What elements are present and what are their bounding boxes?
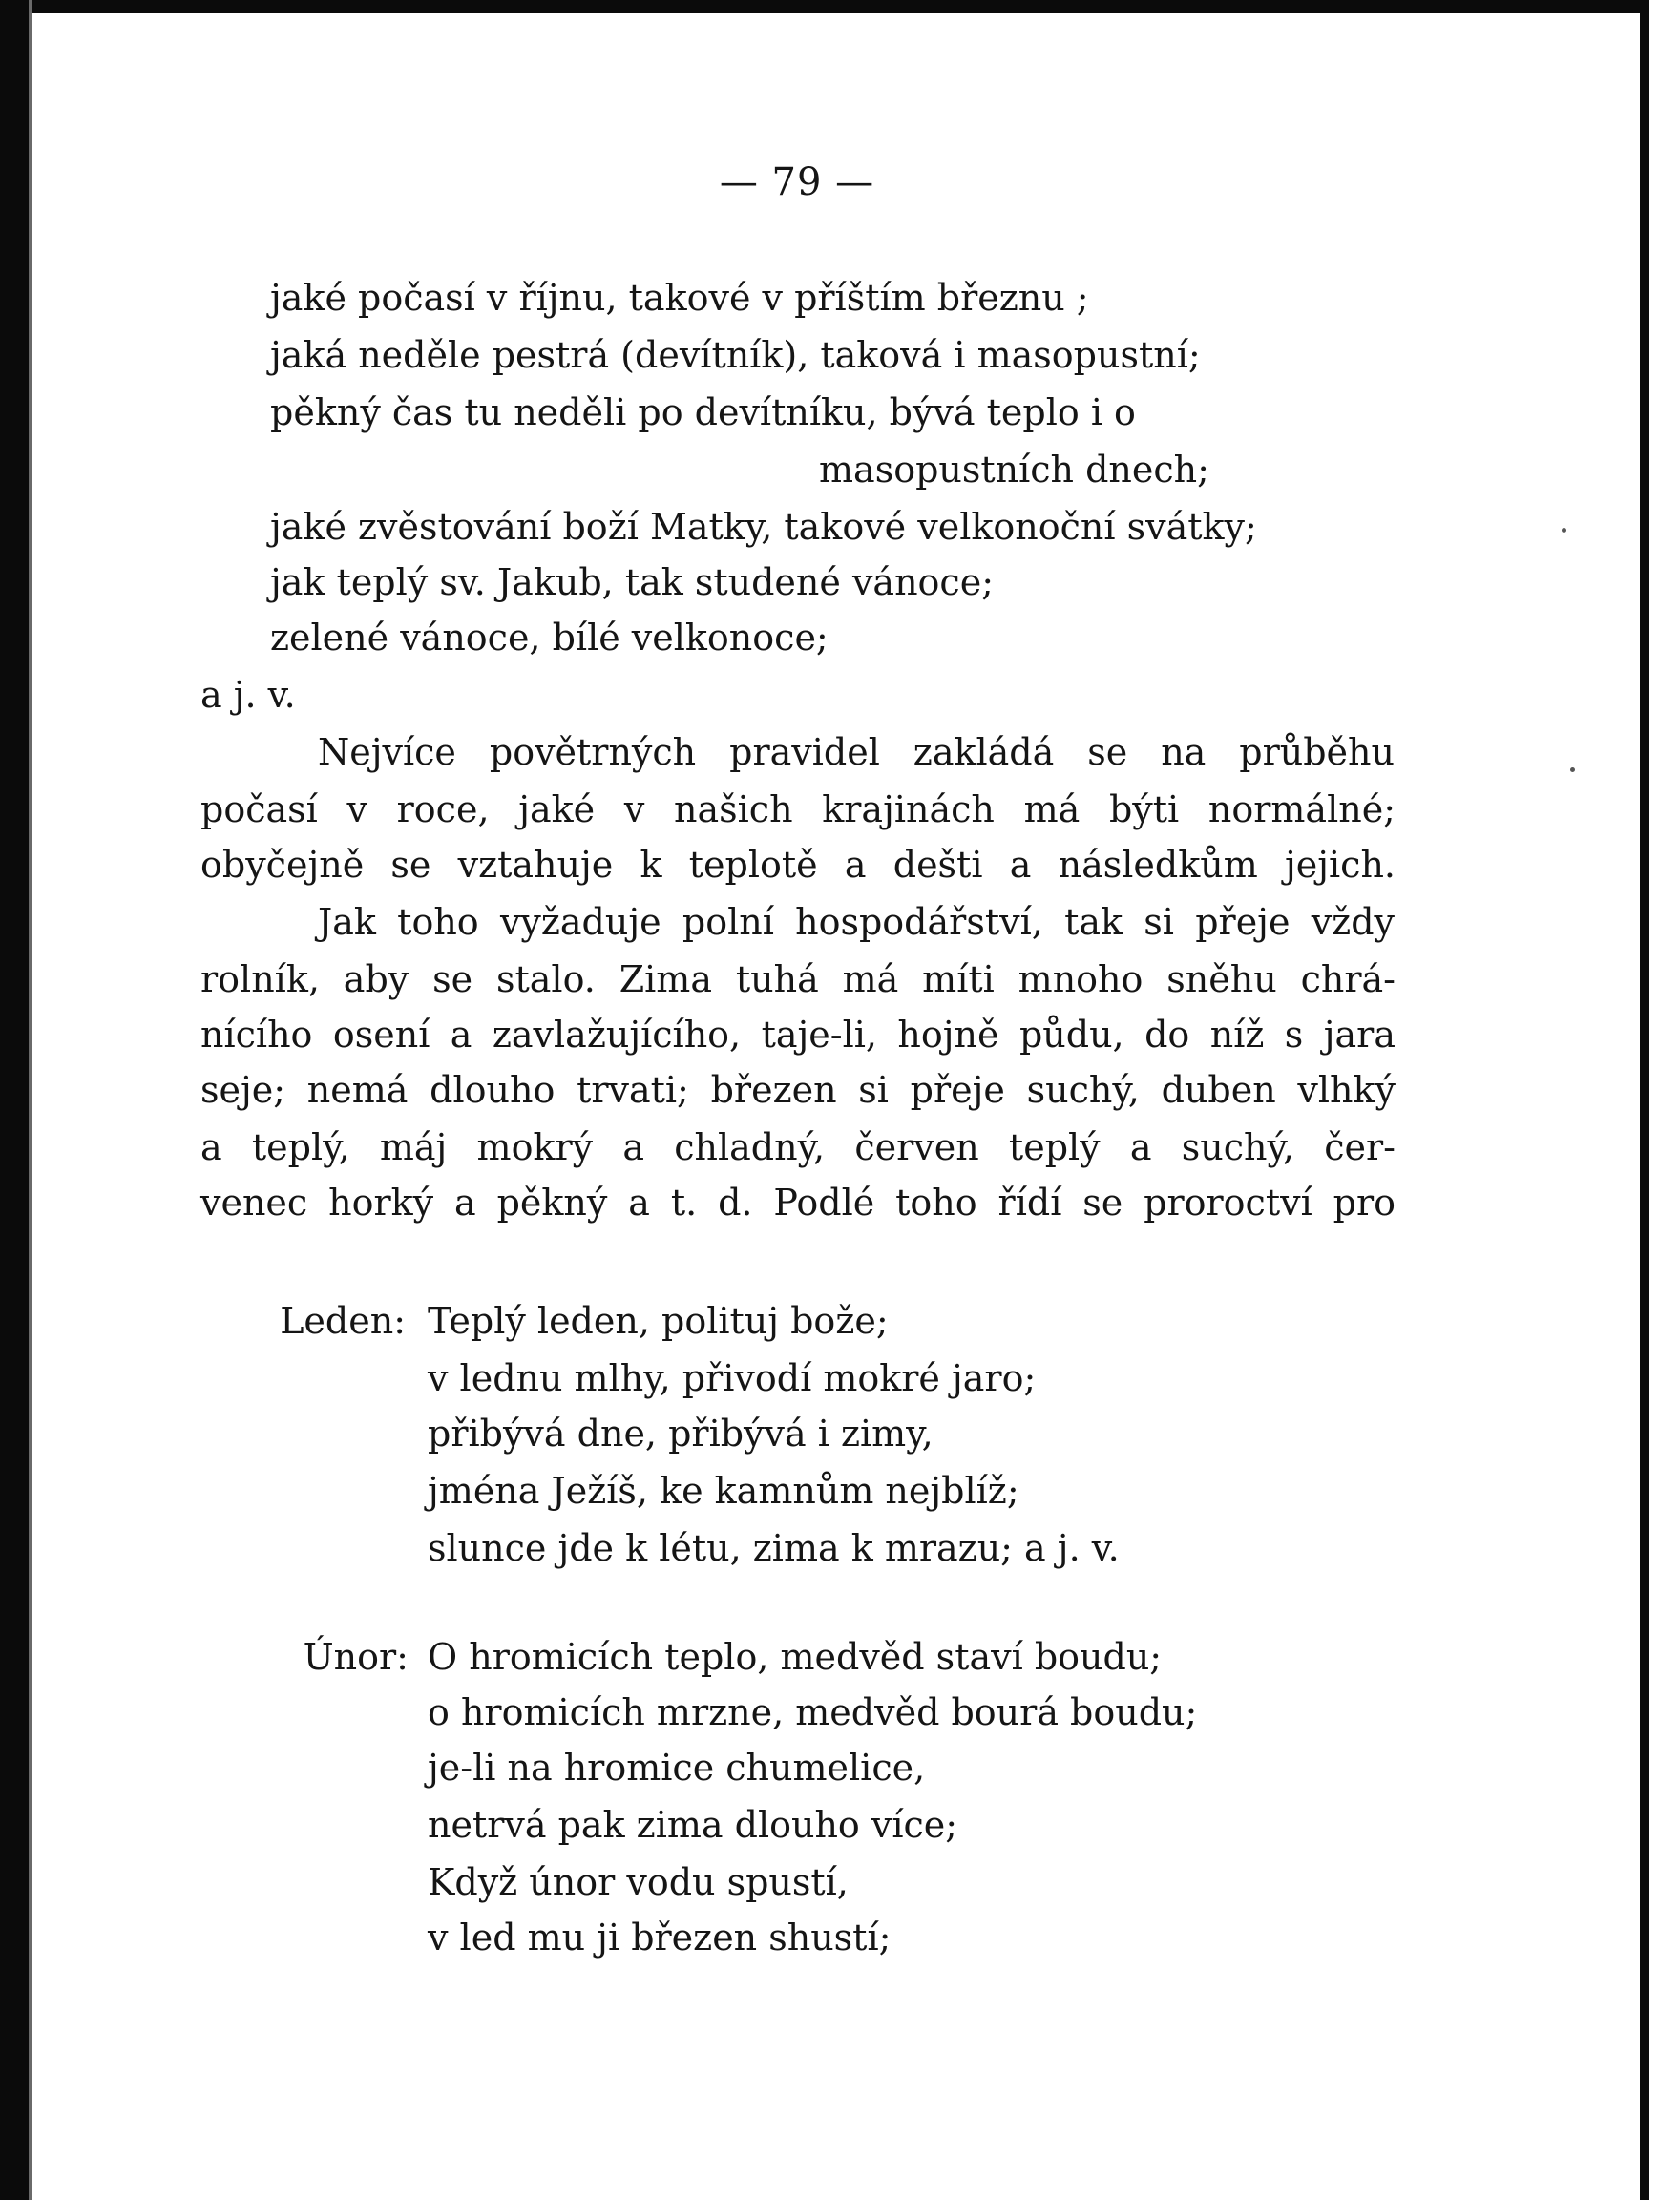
paragraph-line: venec horký a pěkný a t. d. Podlé toho řídí se proroctví pro (200, 1182, 1396, 1224)
verse-line: jaké zvěstování boží Matky, takové velkonoční svátky; (270, 506, 1257, 548)
verse-line: jaké počasí v říjnu, takové v příštím březnu ; (270, 277, 1089, 319)
paragraph-line: a teplý, máj mokrý a chladný, červen teplý a suchý, čer- (200, 1126, 1396, 1168)
month-verse-line: přibývá dne, přibývá i zimy, (428, 1413, 934, 1455)
paragraph-line: Nejvíce povětrných pravidel zakládá se na průběhu (318, 731, 1395, 773)
verse-line: pěkný čas tu neděli po devítníku, bývá teplo i o (270, 391, 1136, 433)
paragraph-line: počasí v roce, jaké v našich krajinách má býti normálné; (200, 788, 1396, 830)
paragraph-line: seje; nemá dlouho trvati; březen si přeje suchý, duben vlhký (200, 1069, 1396, 1111)
month-verse-line: je-li na hromice chumelice, (428, 1747, 926, 1789)
paragraph-line: Jak toho vyžaduje polní hospodářství, tak si přeje vždy (318, 901, 1395, 943)
paragraph-line: rolník, aby se stalo. Zima tuhá má míti mnoho sněhu chrá- (200, 958, 1396, 1000)
month-label: Únor: (303, 1636, 409, 1678)
month-verse-line: jména Ježíš, ke kamnům nejblíž; (428, 1470, 1019, 1512)
month-verse-line: netrvá pak zima dlouho více; (428, 1804, 958, 1846)
month-verse-line: O hromicích teplo, medvěd staví boudu; (428, 1636, 1163, 1678)
month-verse-line: o hromicích mrzne, medvěd bourá boudu; (428, 1691, 1198, 1733)
verse-line-continuation: masopustních dnech; (819, 449, 1209, 491)
month-verse-line: v lednu mlhy, přivodí mokré jaro; (428, 1357, 1037, 1399)
month-verse-line: slunce jde k létu, zima k mrazu; a j. v. (428, 1527, 1120, 1569)
verse-line: jak teplý sv. Jakub, tak studené vánoce; (270, 561, 994, 603)
page-number: — 79 — (719, 160, 875, 204)
month-verse-line: v led mu ji březen shustí; (428, 1917, 892, 1959)
month-verse-line: Když únor vodu spustí, (428, 1861, 849, 1903)
month-label: Leden: (280, 1300, 406, 1342)
verse-line-ending: a j. v. (200, 674, 296, 716)
verse-line: jaká neděle pestrá (devítník), taková i masopustní; (270, 334, 1201, 376)
paragraph-line: obyčejně se vztahuje k teplotě a dešti a následkům jejich. (200, 844, 1396, 886)
paragraph-line: nícího osení a zavlažujícího, taje-li, hojně půdu, do níž s jara (200, 1014, 1396, 1056)
verse-line: zelené vánoce, bílé velkonoce; (270, 617, 829, 659)
month-verse-line: Teplý leden, polituj bože; (428, 1300, 889, 1342)
